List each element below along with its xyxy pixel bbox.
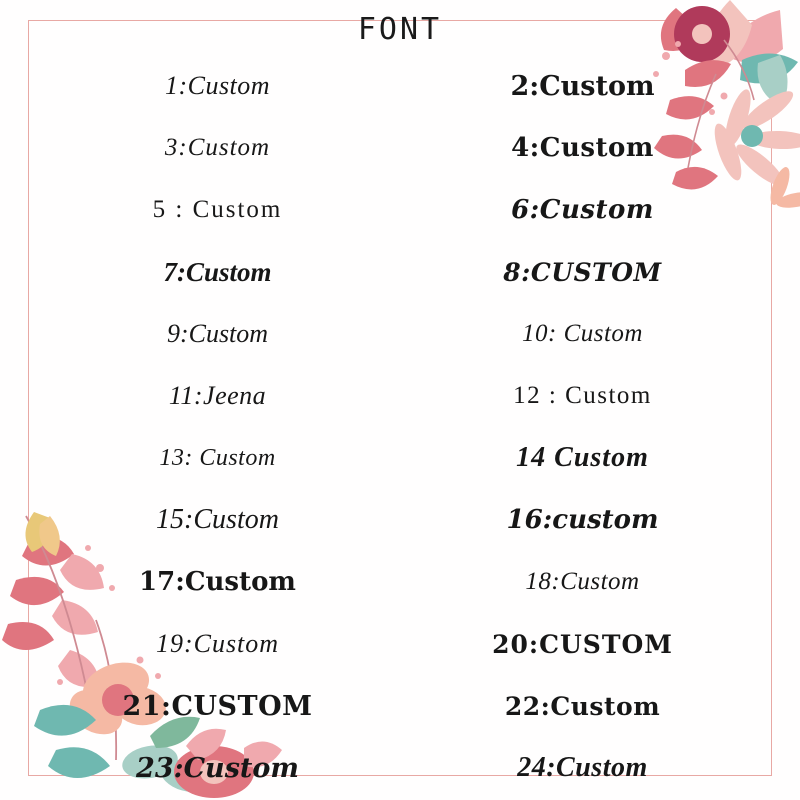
font-sample-5[interactable]: 5 : Custom [152, 196, 283, 223]
font-sample-2[interactable]: 2:Custom [510, 70, 655, 102]
font-sample-8[interactable]: 8:CUSTOM [503, 257, 662, 287]
font-row [60, 427, 740, 489]
font-sample-14[interactable]: 14 Custom [516, 442, 649, 473]
font-row [60, 737, 740, 799]
font-sample-15[interactable]: 15:Custom [156, 504, 279, 535]
font-sample-17[interactable]: 17:Custom [139, 567, 296, 597]
font-sample-19[interactable]: 19:Custom [155, 629, 280, 658]
font-sample-24[interactable]: 24:Custom [517, 752, 648, 783]
font-row [60, 117, 740, 179]
font-sample-12[interactable]: 12 : Custom [513, 382, 652, 409]
font-row [60, 489, 740, 551]
font-sample-21[interactable]: 21:CUSTOM [122, 690, 313, 722]
font-sample-10[interactable]: 10: Custom [522, 320, 643, 347]
font-sample-16[interactable]: 16:custom [506, 505, 659, 535]
font-sample-7[interactable]: 7:Custom [163, 256, 272, 287]
font-sample-13[interactable]: 13: Custom [159, 444, 276, 471]
font-sample-1[interactable]: 1:Custom [164, 71, 271, 100]
font-row [60, 675, 740, 737]
font-row [60, 551, 740, 613]
font-sample-11[interactable]: 11:Jeena [168, 381, 267, 410]
font-sample-grid [60, 55, 740, 799]
font-sample-23[interactable]: 23:Custom [136, 752, 299, 784]
page-title: FONT [357, 12, 443, 47]
font-sample-4[interactable]: 4:Custom [511, 133, 654, 163]
font-row [60, 303, 740, 365]
font-row [60, 241, 740, 303]
font-sample-9[interactable]: 9:Custom [166, 319, 269, 348]
font-sample-3[interactable]: 3:Custom [164, 134, 271, 161]
font-row [60, 365, 740, 427]
font-sample-6[interactable]: 6:Custom [511, 195, 654, 225]
font-row [60, 55, 740, 117]
font-row [60, 613, 740, 675]
font-sample-22[interactable]: 22:Custom [504, 691, 661, 721]
font-sample-20[interactable]: 20:CUSTOM [492, 629, 673, 659]
font-sample-18[interactable]: 18:Custom [525, 568, 640, 595]
font-row [60, 179, 740, 241]
